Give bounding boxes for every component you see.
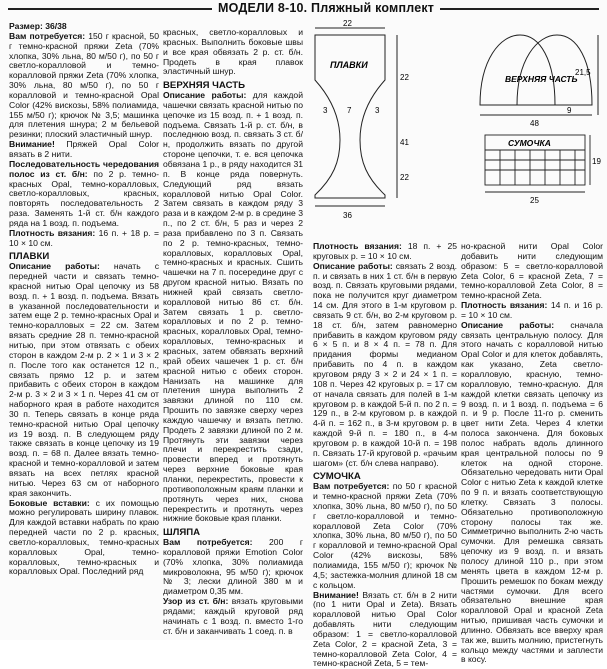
bag-warning	[313, 591, 457, 669]
bag-warning-label: Внимание!	[313, 589, 359, 600]
sequence-label: Последовательность чередования полос из ст. б/н:	[9, 158, 159, 179]
panties-mid-label: 7	[347, 106, 352, 115]
bag-work-text: сначала связать центральную полосу. Для этого начать с коралловой нитью Opal Color и для клеток добавлять, как указано, Zeta светло-коралловую, красную, темно-коралловую, темно-красную. Для каждой клетки связать цепочку из 9 возд. п. и 1 возд. п. подъема = 6 п. и 9 р. После 11-го р. сменить цвет нити Zeta. Через 4 клетки полоса закончена. Для боковых полос набрать вдоль длинного края центральной полосы по 9 клеток на одной стороне. Обязательно чередовать нити Opal Color с нитью Zeta к каждой клетке по 9 п. и вязать соответствующую клетку. Связать 3 полосы. Обязательно противоположную сторону полосы так же. Симметрично выполнить 2-ю часть сумочки. Для ремешка связать цепочку из 9 возд. п. и вязать полосу длиной 110 р., при этом менять цвета в каждом 12-м р. Прошить ремешок по бокам между частями сумочки. Для всего обязательно внешние края коралловой Opal и красной Zeta нитью, пришивая часть сумочки и длинно. Обвязать все вверху края так же, вшить молнию, пристегнуть кольцо между частями и заплести в косу.	[461, 319, 604, 665]
hat-pattern-text: вязать круговыми рядами; каждый круговой ряд начинать с 1 возд. п. вместо 1-го ст. б/н и заканчивать 1 соед. п. в	[163, 596, 304, 636]
bag-title: СУМОЧКА	[508, 138, 551, 148]
warning-paragraph	[9, 140, 159, 160]
hat-work	[313, 262, 457, 469]
panties-side-label: 41	[400, 138, 409, 147]
bag-grid	[485, 150, 585, 185]
top-band-label: 48	[530, 119, 539, 128]
top-height-label: 21,5	[575, 68, 591, 77]
panties-h1-label: 22	[400, 73, 409, 82]
page-header	[0, 0, 607, 17]
materials-paragraph	[9, 32, 159, 140]
column-1	[9, 22, 159, 577]
top-label: Описание работы:	[163, 90, 247, 101]
hat-gauge-label: Плотность вязания:	[313, 241, 402, 251]
hat-materials-text: 200 г коралловой пряжи Emotion Color (70% хлопка, 30% полиамида микроволокна, 95 м/50 г); крючок № 3; лески длиной 380 м и диаметром 0,35 мм.	[163, 537, 304, 597]
bag-gauge-text: 14 п. и 16 р. = 10 × 10 см.	[461, 300, 603, 320]
pattern-diagrams	[305, 20, 605, 238]
top-paragraph	[163, 91, 303, 524]
panties-title: ПЛАВКИ	[330, 60, 368, 70]
top-heading: ВЕРХНЯЯ ЧАСТЬ	[163, 80, 246, 92]
gauge-paragraph	[9, 229, 159, 249]
gauge-text: 16 п. + 18 р. = 10 × 10 см.	[9, 227, 159, 248]
inserts-text: с их помощью можно регулировать ширину плавок. Для каждой вставки набрать по краю передней части по 2 р. красных, светло-коралловых, темно-красных коралловых Opal, темно-коралловых, темно-красных и коралловых Opal. Последний ряд	[9, 497, 160, 577]
panties-heading: ПЛАВКИ	[9, 251, 50, 263]
panties-width-label: 22	[343, 20, 352, 28]
sequence-paragraph	[9, 160, 159, 229]
top-title: ВЕРХНЯЯ ЧАСТЬ	[505, 74, 578, 84]
warning-text: Пряжей Opal Color вязать в 2 нити.	[9, 139, 159, 159]
bag-work	[461, 321, 603, 666]
panties-paragraph	[9, 262, 159, 498]
col2-intro: красных, светло-коралловых и красных. Выполнить боковые швы и все края обвязать 2 р. ст. б/н. Продеть в края плавок эластичный шнур.	[163, 27, 303, 77]
panties-label: Описание работы:	[9, 261, 100, 272]
bag-materials	[313, 482, 457, 590]
hat-pattern-label: Узор из ст. б/н:	[163, 596, 229, 607]
column-4	[461, 242, 603, 665]
col4-intro: но-красной нити Opal Color добавить нити следующим образом: 5 = светло-коралловой Zeta Color, 6 = красной Zeta, 7 = темно-коралловой Zeta Color, 8 = темно-красной Zeta.	[461, 241, 603, 301]
hat-materials-label: Вам потребуется:	[163, 537, 253, 548]
hat-heading: ШЛЯПА	[163, 527, 201, 539]
gauge-label: Плотность вязания:	[9, 227, 96, 238]
bag-materials-label: Вам потребуется:	[313, 481, 390, 492]
hat-gauge-text: 18 п. + 25 круговых р. = 10 × 10 см.	[313, 241, 457, 261]
column-2	[163, 28, 303, 636]
hat-work-label: Описание работы:	[313, 260, 393, 271]
size-line: Размер: 36/38	[9, 21, 67, 31]
panties-h2-label: 22	[400, 173, 409, 182]
panties-diagram	[315, 28, 397, 206]
hat-gauge	[313, 242, 457, 262]
top-width-label: 9	[567, 106, 572, 115]
materials-label: Вам потребуется:	[9, 30, 86, 41]
bag-height-label: 19	[592, 157, 601, 166]
warning-label: Внимание!	[9, 139, 55, 150]
inserts-paragraph	[9, 499, 159, 578]
bag-width-label: 25	[530, 196, 539, 205]
bag-work-label: Описание работы:	[461, 319, 555, 330]
hat-pattern	[163, 597, 303, 636]
materials-text: 150 г красной, 50 г темно-красной пряжи Zeta (70% хлопка, 30% льна, 80 м/50 г), по 50 г светло-коралловой и темно-коралловой пряжи Zeta (70% хлопка, 30% льна, 80 м/50 г), по 50 г коралловой и темно-красной Opal Color (42% вискозы, 58% полиамида, 155 м/50 г); крючок № 3,5; машинка для плетения шнура; 2 м бельевой резинки; плоский эластичный шнур.	[9, 30, 159, 140]
inserts-label: Боковые вставки:	[9, 497, 90, 508]
bag-gauge	[461, 301, 603, 321]
hat-materials	[163, 538, 303, 597]
bag-gauge-label: Плотность вязания:	[461, 300, 548, 311]
bag-materials-text: по 50 г красной и темно-красной пряжи Zeta (70% хлопка, 30% льна, 80 м/50 г), по 50 г светло-коралловой и темно-коралловой Zeta Color (70% хлопка, 30% льна, 80 м/50 г), по 50 г коралловой и темно-красной Opal Color (42% вискозы, 58% полиамида, 155 м/50 г); крючок № 4,5; застежка-молния длиной 18 см с кольцом.	[313, 481, 458, 590]
diagrams-svg	[305, 20, 605, 238]
panties-text: начать с передней части и связать темно-красной нитью Opal цепочку из 58 возд. п. + 1 возд. п. подъема. Вязать в указанной последовательности и затем еще 2 р. темно-красных Opal и темно-коралловых = 22 см. Затем вязать средние 28 п. темно-красной нитью, при этом отвязать с обеих сторон в каждом 2-м р. 2 × 1 и 3 × 2 п. После того как останется 12 п., связать прямо 12 р. и затем прибавить с обеих сторон в каждом 2-м р. 3 × 2 и 3 × 1 п. Через 41 см от наборного края в работе находится 30 п. Теперь связать в конце ряда темно-красной нитью Opal цепочку из 19 возд. п. В следующем ряду также связать в конце цепочку из 19 возд. п. = 68 п. Далее вязать темно-красной и темно-коралловой и затем вязать на всех петлях красной нитью. Через 63 см от наборного края закончить.	[9, 261, 160, 498]
sequence-text: по 2 р. темно-красных Opal, темно-коралловых, светло-коралловых, красных, повторять последовательность 2 раза. Заменять 1-й ст. б/н каждого ряда на 1 возд. п. подъема.	[9, 168, 159, 228]
panties-left-label: 3	[323, 106, 328, 115]
column-3	[313, 242, 457, 669]
panties-right-label: 3	[375, 106, 380, 115]
panties-bottom-label: 36	[343, 211, 352, 220]
top-text: для каждой чашечки связать красной нитью по цепочке из 15 возд. п. + 1 возд. п. подъема. Связать 1-й р. ст. б/н, в последнюю возд. п. связать 3 ст. б/н, продолжить вязать по другой стороне цепочки, т. е. вся цепочка обвязана 1 р., в ряду находится 31 п. В конце ряда повернуть. Следующий ряд вязать коралловой нитью Opal Color. Затем связать в каждом ряду 3 раза и в каждом 2-м р. в средине 3 п., по 2 ст. б/н, 5 раз и через 2 раза прибавлено по 3 п. Связать по 2 р. темно-красных, темно-коралловых, коралловых Opal, темно-красных и красных. Сшить чашечки на 7 п. посередине друг с другом красной нитью. Вязать по нижней край связать светло-коралловой нитью 86 ст. б/н. Затем связать 1 р. светло-коралловых и по 2 р. темно-красных, коралловых Opal, темно-коралловых, темно-красных и красных, затем обвязать верхний край обеих чашечек 1 р. ст. б/н красной нитью с обеих сторон. Нанизать на машинке для плетения шнура выполнить 2 завязки длиной по 110 см. Прошить по завязке сверху через каждую чашечку и вязать петлю. Продеть 2 завязки длиной по 2 м. Протянуть эти завязки через плечи и перекрестить сзади, провести вперед и протянуть через верхние боковые края планки, перекрестить, провести к противоположным краям планки и протянуть через них, снова перекрестить и протянуть через нижние боковые края планки.	[163, 90, 304, 524]
bag-warning-text: Вязать ст. б/н в 2 нити (по 1 нити Opal и Zeta). Вязать коралловой нитью Opal Color добавлять нити следующим образом: 1 = светло-коралловой Zeta Color, 2 = красной Zeta, 3 = темно-коралловой Zeta Color, 4 = темно-красной Zeta, 5 = тем-	[313, 589, 457, 669]
bag-heading: СУМОЧКА	[313, 471, 361, 483]
hat-work-text: связать 2 возд. п. и связать в них 1 ст. б/н в первую возд. п. Связать круговыми рядами, пока не получится круг диаметром 14 см. Для этого в 1-м круговом р. связать 9 ст. б/н, во 2-м круговом р. 18 ст. б/н, затем равномерно прибавить в каждом круговом ряду 6 × 5 п. и 8 × 4 п. = 78 п. Для придания формы медианом прибавить по 4 п. в каждом круговом ряду 3 × 2 и 24 × 1 п. = 108 п. Через 42 круговых р. = 17 см от начала связать для полей в 1-м круговом р. в каждой 5-й п. по 2 п. = 129 п., в 2-м круговом р. в каждой 4-й п. = 162 п., в 3-м круговом р. в каждой 9-й п. = 180 п., в 4-м круговом р. в каждой 10-й п. = 198 п. Связать 17-й круговой р. «рачьим шагом» (ст. б/н слева направо).	[313, 260, 457, 468]
page-title: МОДЕЛИ 8-10. Пляжный комплект	[212, 1, 440, 15]
